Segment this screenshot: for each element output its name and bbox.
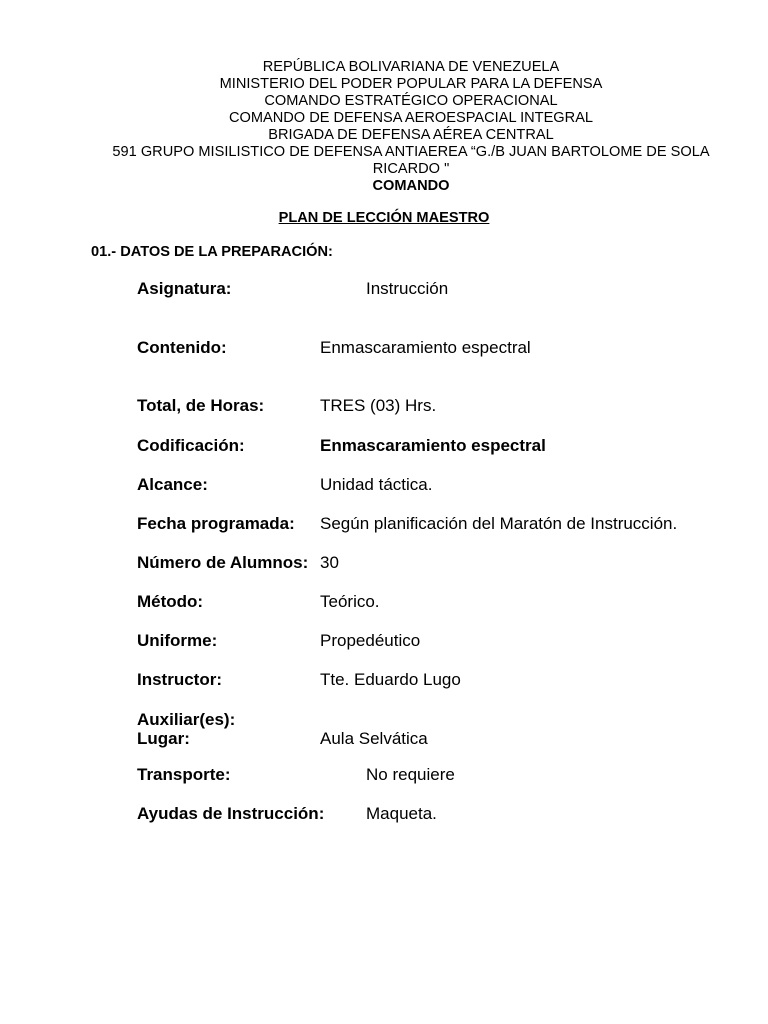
- field-value: Enmascaramiento espectral: [320, 338, 531, 357]
- field-value: Unidad táctica.: [320, 475, 433, 494]
- field-value: No requiere: [366, 765, 455, 784]
- field-value: Enmascaramiento espectral: [320, 436, 546, 455]
- field-value: 30: [320, 553, 339, 572]
- field-value: Teórico.: [320, 592, 380, 611]
- section-title: 01.- DATOS DE LA PREPARACIÓN:: [91, 244, 333, 260]
- field-label: Número de Alumnos:: [137, 553, 309, 572]
- header-line-republic: REPÚBLICA BOLIVARIANA DE VENEZUELA: [262, 59, 560, 75]
- field-value: Propedéutico: [320, 631, 421, 650]
- field-label: Fecha programada:: [137, 514, 295, 533]
- field-value: Maqueta.: [366, 804, 437, 823]
- field-label: Uniforme:: [137, 631, 218, 650]
- header-line-ministry: MINISTERIO DEL PODER POPULAR PARA LA DEFENSA: [219, 76, 603, 92]
- header-line-aerospace-command: COMANDO DE DEFENSA AEROESPACIAL INTEGRAL: [228, 110, 594, 126]
- field-label: Lugar:: [137, 729, 190, 748]
- header-line-strategic-command: COMANDO ESTRATÉGICO OPERACIONAL: [264, 93, 558, 109]
- field-value: Tte. Eduardo Lugo: [320, 670, 461, 689]
- field-value: Según planificación del Maratón de Instrucción.: [320, 514, 678, 533]
- field-value: Instrucción: [366, 279, 449, 298]
- field-label: Asignatura:: [137, 279, 232, 298]
- field-label: Codificación:: [137, 436, 245, 455]
- field-value: Aula Selvática: [320, 729, 428, 748]
- field-label: Instructor:: [137, 670, 222, 689]
- field-value: TRES (03) Hrs.: [320, 396, 437, 415]
- field-label: Transporte:: [137, 765, 231, 784]
- field-label: Alcance:: [137, 475, 208, 494]
- document-header: [80, 59, 742, 195]
- document-title: PLAN DE LECCIÓN MAESTRO: [278, 210, 490, 226]
- field-label: Método:: [137, 592, 204, 611]
- field-label: Ayudas de Instrucción:: [137, 804, 325, 823]
- field-label: Auxiliar(es):: [137, 710, 236, 729]
- field-label: Contenido:: [137, 338, 227, 357]
- header-line-group: 591 GRUPO MISILISTICO DE DEFENSA ANTIAEREA “G./B JUAN BARTOLOME DE SOLA RICARDO ": [112, 144, 710, 177]
- field-label: Total, de Horas:: [137, 396, 265, 415]
- header-line-command: COMANDO: [372, 178, 450, 194]
- header-line-brigade: BRIGADA DE DEFENSA AÉREA CENTRAL: [268, 127, 554, 143]
